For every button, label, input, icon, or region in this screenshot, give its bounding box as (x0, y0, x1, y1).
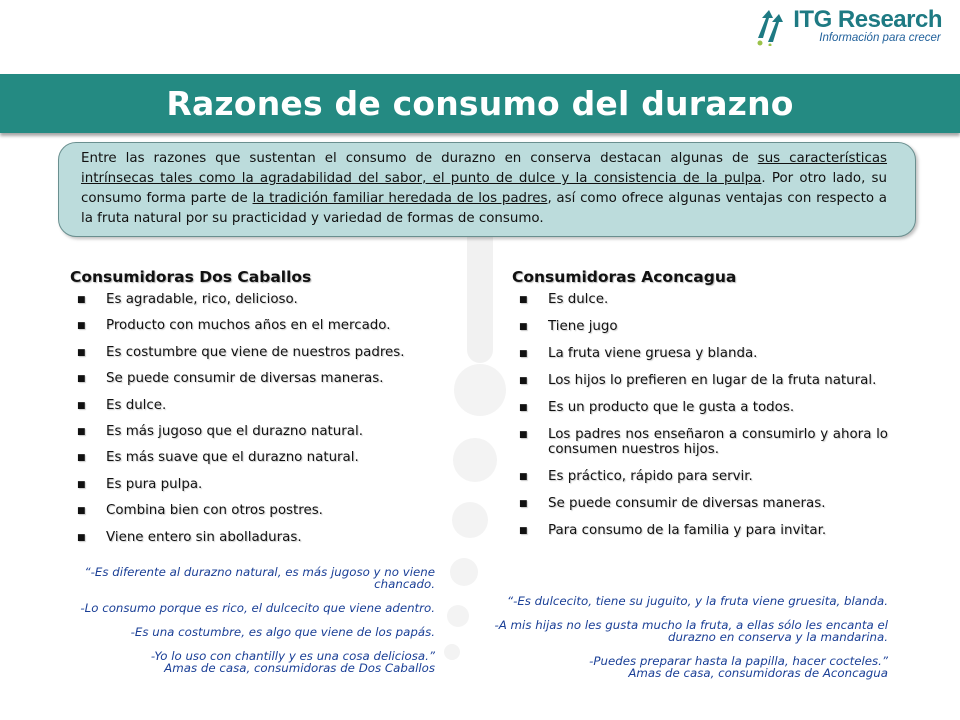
quote-line: -A mis hijas no les gusta mucho la fruta, a ellas sólo les encanta el durazno en conserva y la mandarina. (494, 618, 888, 644)
aconcagua-quotes (470, 595, 888, 679)
quote-attribution: Amas de casa, consumidoras de Aconcagua (628, 666, 888, 680)
bullet-icon: ■ (519, 499, 528, 509)
list-item: ■ Es más jugoso que el durazno natural. (77, 423, 363, 439)
bullet-icon: ■ (77, 321, 86, 332)
list-item: ■ Producto con muchos años en el mercado. (77, 318, 391, 334)
quote-line: “-Es dulcecito, tiene su juguito, y la fruta viene gruesita, blanda. (506, 594, 888, 608)
intro-underlined-characteristics: sus características intrínsecas tales como la agradabilidad del sabor, el punto de dulce y la consistencia de la pulpa (81, 151, 888, 186)
list-item: ■ Es dulce. (519, 292, 609, 307)
quote-line: “-Es diferente al durazno natural, es más jugoso y no viene chancado. (84, 565, 435, 591)
list-item: ■ Los hijos lo prefieren en lugar de la fruta natural. (519, 373, 877, 388)
bullet-icon: ■ (77, 479, 86, 490)
bullet-icon: ■ (77, 453, 86, 464)
list-item: ■ Se puede consumir de diversas maneras. (519, 496, 826, 511)
bullet-icon: ■ (77, 295, 86, 305)
quote-line: -Yo lo uso con chantilly y es una cosa deliciosa.” (150, 649, 435, 663)
bullet-icon: ■ (519, 526, 528, 536)
bullet-icon: ■ (77, 532, 86, 543)
bullet-icon: ■ (519, 322, 528, 332)
list-item: ■ Los padres nos enseñaron a consumirlo y ahora lo consumen nuestros hijos. (519, 427, 888, 457)
aconcagua-column (512, 268, 888, 550)
logo-tagline: Información para crecer (819, 32, 941, 44)
list-item: ■ Tiene jugo (519, 319, 618, 334)
bullet-icon: ■ (519, 376, 528, 386)
quote-line: -Puedes preparar hasta la papilla, hacer cocteles.” (589, 654, 888, 668)
intro-text-part3: , así como ofrece algunas ventajas con respecto a la fruta natural por su practicidad y variedad de formas de consumo. (81, 191, 887, 226)
dos-caballos-column (70, 268, 410, 556)
intro-underlined-tradition: la tradición familiar heredada de los padres (252, 191, 548, 206)
page-title: Razones de consumo del durazno (166, 84, 794, 123)
quote-attribution: Amas de casa, consumidoras de Dos Caballos (164, 661, 435, 675)
quote-line: -Lo consumo porque es rico, el dulcecito que viene adentro. (80, 601, 435, 615)
list-item: ■ Es un producto que le gusta a todos. (519, 400, 795, 415)
dos-caballos-list (70, 292, 410, 545)
bullet-icon: ■ (77, 426, 86, 437)
logo-name: ITG Research (793, 6, 942, 33)
bullet-icon: ■ (519, 430, 528, 440)
list-item: ■ Combina bien con otros postres. (77, 503, 323, 519)
list-item: ■ Se puede consumir de diversas maneras. (77, 371, 384, 387)
list-item: ■ Es dulce. (77, 397, 167, 413)
growth-arrows-icon (755, 8, 789, 46)
bullet-icon: ■ (519, 472, 528, 482)
bullet-icon: ■ (519, 349, 528, 359)
bullet-icon: ■ (77, 400, 86, 411)
bullet-icon: ■ (519, 295, 528, 305)
bullet-icon: ■ (77, 506, 86, 517)
dos-caballos-heading: Consumidoras Dos Caballos (70, 268, 312, 286)
bullet-icon: ■ (77, 374, 86, 385)
dos-caballos-quotes (50, 566, 435, 674)
bullet-icon: ■ (77, 347, 86, 358)
aconcagua-list (512, 292, 888, 538)
list-item: ■ Es práctico, rápido para servir. (519, 469, 753, 484)
quote-line: -Es una costumbre, es algo que viene de los papás. (130, 625, 435, 639)
list-item: ■ Viene entero sin abolladuras. (77, 529, 302, 545)
list-item: ■ La fruta viene gruesa y blanda. (519, 346, 758, 361)
list-item: ■ Para consumo de la familia y para invitar. (519, 523, 827, 538)
title-bar (0, 74, 960, 133)
aconcagua-heading: Consumidoras Aconcagua (512, 268, 737, 286)
list-item: ■ Es agradable, rico, delicioso. (77, 292, 298, 307)
intro-box (58, 142, 916, 237)
itg-research-logo (755, 6, 942, 46)
intro-text-part1: Entre las razones que sustentan el consumo de durazno en conserva destacan algunas de (81, 151, 758, 166)
list-item: ■ Es pura pulpa. (77, 476, 203, 492)
intro-text-part2: . Por otro lado, su consumo forma parte de (81, 171, 888, 206)
list-item: ■ Es costumbre que viene de nuestros padres. (77, 344, 405, 360)
list-item: ■ Es más suave que el durazno natural. (77, 450, 359, 466)
bullet-icon: ■ (519, 403, 528, 413)
